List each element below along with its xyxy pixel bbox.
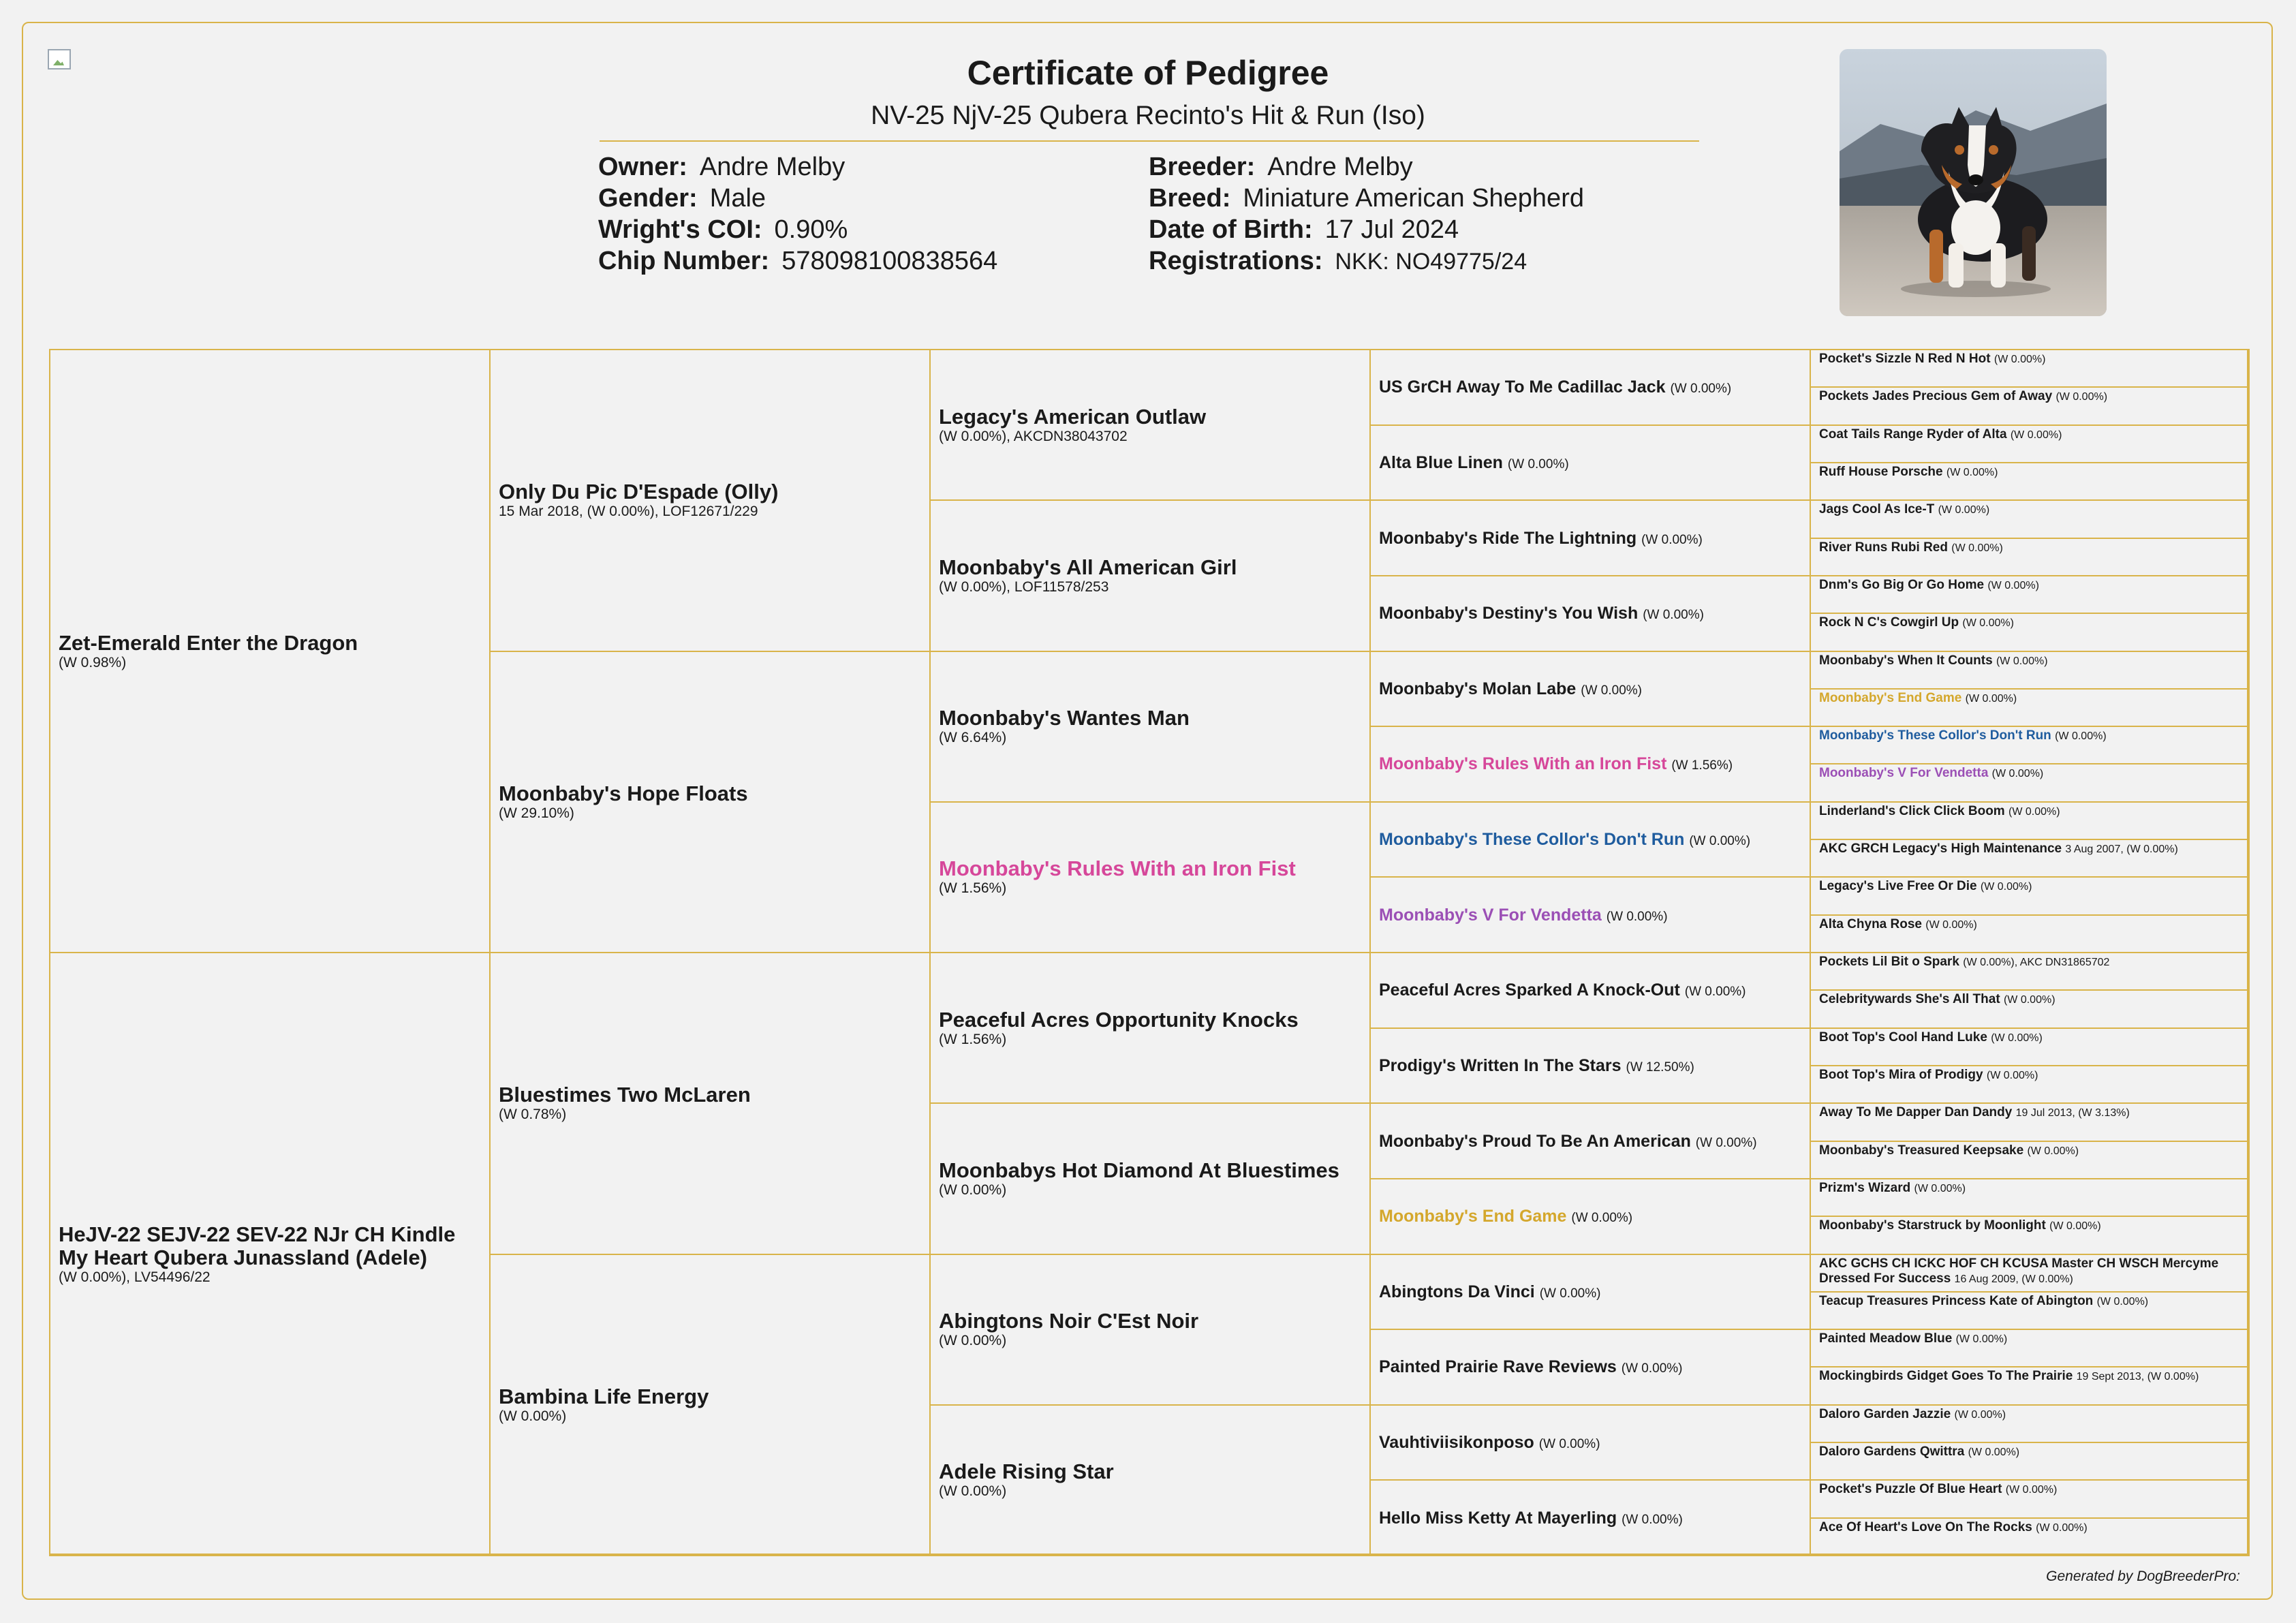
pedigree-cell-gen5 xyxy=(1810,424,2250,463)
dog-name xyxy=(1819,955,2240,971)
dog-name-text: Daloro Gardens Qwittra xyxy=(1819,1444,1965,1459)
dog-name-text: Vauhtiviisikonposo xyxy=(1379,1433,1534,1453)
dog-detail: (W 0.00%), LV54496/22 xyxy=(59,1269,211,1285)
pedigree-cell-gen4 xyxy=(1369,499,1811,576)
dog-detail: 19 Jul 2013, (W 3.13%) xyxy=(2015,1107,2130,1119)
dog-detail: (W 0.00%) xyxy=(1621,1361,1683,1376)
dog-name xyxy=(1819,1218,2240,1235)
dog-detail: (W 0.00%) xyxy=(1954,1408,2006,1421)
dog-name xyxy=(1819,804,2240,820)
pedigree-cell-gen3 xyxy=(929,801,1371,953)
dog-name-text: Ace Of Heart's Love On The Rocks xyxy=(1819,1519,2032,1534)
dog-name xyxy=(1819,1143,2240,1160)
dog-detail: (W 0.98%) xyxy=(59,654,127,670)
dog-name: Only Du Pic D'Espade (Olly) xyxy=(499,480,779,504)
breeder-value: Andre Melby xyxy=(1267,153,1413,181)
dog-detail: (W 0.00%) xyxy=(1622,1512,1683,1527)
pedigree-cell-gen5 xyxy=(1810,914,2250,953)
pedigree-cell-gen5 xyxy=(1810,1479,2250,1518)
dog-detail: (W 0.00%) xyxy=(1606,909,1668,924)
dog-name-text: Painted Prairie Rave Reviews xyxy=(1379,1357,1617,1377)
divider xyxy=(600,140,1699,142)
dog-name: Moonbaby's All American Girl xyxy=(939,555,1237,579)
breed-label: Breed: xyxy=(1149,184,1231,213)
pedigree-cell-gen3 xyxy=(929,651,1371,803)
dog-name xyxy=(1819,1294,2240,1310)
dog-name-text: Dnm's Go Big Or Go Home xyxy=(1819,577,1985,592)
chip-label: Chip Number: xyxy=(598,247,770,275)
dog-name xyxy=(1379,603,1801,623)
dog-name-text: Prizm's Wizard xyxy=(1819,1180,1911,1195)
coi-label: Wright's COI: xyxy=(598,215,762,244)
pedigree-cell-gen5 xyxy=(1810,1329,2250,1367)
dog-name xyxy=(1379,754,1801,774)
dob-row xyxy=(1149,214,1584,245)
dog-name-text: Moonbaby's Ride The Lightning xyxy=(1379,528,1637,548)
dog-name-text: Moonbaby's Destiny's You Wish xyxy=(1379,604,1639,623)
dog-detail: (W 0.00%) xyxy=(1991,1032,2043,1044)
dog-name xyxy=(1819,1068,2240,1084)
dog-name-text: Pocket's Puzzle Of Blue Heart xyxy=(1819,1482,2002,1497)
pedigree-cell-gen5 xyxy=(1810,1291,2250,1330)
dog-name xyxy=(1379,679,1801,699)
dog-detail: (W 0.00%) xyxy=(1980,881,2032,893)
dog-name: Legacy's American Outlaw xyxy=(939,404,1207,429)
pedigree-cell-gen4 xyxy=(1369,1479,1811,1556)
owner-label: Owner: xyxy=(598,153,687,181)
dog-name-text: Moonbaby's Treasured Keepsake xyxy=(1819,1143,2024,1158)
dog-name-text: Boot Top's Mira of Prodigy xyxy=(1819,1067,1983,1082)
page-title: Certificate of Pedigree xyxy=(967,54,1329,92)
dog-name xyxy=(1819,427,2240,444)
pedigree-cell-gen4 xyxy=(1369,575,1811,652)
dog-name-text: Moonbaby's When It Counts xyxy=(1819,653,1993,668)
dog-name xyxy=(1819,615,2240,632)
dog-detail: (W 0.00%) xyxy=(2008,805,2060,818)
pedigree-cell-gen5 xyxy=(1810,801,2250,840)
dog-name-text: River Runs Rubi Red xyxy=(1819,540,1948,555)
dog-detail: (W 0.00%) xyxy=(939,1483,1007,1500)
pedigree-cell-gen5 xyxy=(1810,726,2250,764)
pedigree-cell-gen5 xyxy=(1810,349,2250,388)
pedigree-cell-gen5 xyxy=(1810,1254,2250,1293)
dog-detail: (W 0.00%) xyxy=(2036,1521,2088,1534)
dog-name-text: Alta Chyna Rose xyxy=(1819,916,1922,931)
dog-detail: (W 12.50%) xyxy=(1626,1060,1694,1075)
dog-detail: (W 0.00%) xyxy=(1955,1333,2008,1346)
dog-detail: (W 0.78%) xyxy=(499,1107,567,1123)
dog-detail: (W 0.00%) xyxy=(1968,1447,2020,1459)
dog-name: Moonbaby's Hope Floats xyxy=(499,781,748,805)
pedigree-cell-gen4 xyxy=(1369,801,1811,878)
dog-name-text: Moonbaby's End Game xyxy=(1379,1207,1567,1226)
pedigree-cell-gen3 xyxy=(929,1102,1371,1254)
dog-detail: (W 0.00%) xyxy=(1695,1135,1757,1150)
breeder-label: Breeder: xyxy=(1149,153,1256,181)
dog-name-text: Daloro Garden Jazzie xyxy=(1819,1406,1951,1421)
dog-detail: (W 0.00%) xyxy=(1914,1182,1966,1194)
dog-detail: (W 0.00%) xyxy=(1951,542,2003,554)
dog-name xyxy=(1819,389,2240,405)
pedigree-cell-gen5 xyxy=(1810,688,2250,727)
pedigree-cell-gen3 xyxy=(929,1254,1371,1406)
dog-detail: (W 0.00%) xyxy=(1994,354,2046,365)
dog-name xyxy=(1819,1444,2240,1461)
dog-name xyxy=(1819,502,2240,519)
dog-name: Zet-Emerald Enter the Dragon xyxy=(59,630,358,655)
pedigree-cell-gen5 xyxy=(1810,1178,2250,1217)
dog-name xyxy=(1819,1331,2240,1348)
pedigree-cell-gen4 xyxy=(1369,651,1811,728)
dog-name xyxy=(1819,728,2240,745)
pedigree-cell-gen5 xyxy=(1810,1027,2250,1066)
dog-name: Bambina Life Energy xyxy=(499,1384,709,1408)
registrations-value: NKK: NO49775/24 xyxy=(1335,249,1527,275)
pedigree-cell-gen2 xyxy=(489,349,931,652)
dog-name xyxy=(1379,829,1801,850)
dog-name-text: Moonbaby's End Game xyxy=(1819,690,1962,705)
dog-name-text: Peaceful Acres Sparked A Knock-Out xyxy=(1379,980,1680,1000)
dog-detail: (W 0.00%) xyxy=(1965,692,2017,705)
dog-detail: (W 0.00%) xyxy=(1670,382,1732,397)
dob-label: Date of Birth: xyxy=(1149,215,1313,244)
dog-name-text: Boot Top's Cool Hand Luke xyxy=(1819,1030,1987,1045)
dog-name: Adele Rising Star xyxy=(939,1459,1114,1484)
dog-name-text: Legacy's Live Free Or Die xyxy=(1819,879,1977,894)
dog-name xyxy=(1379,528,1801,548)
dog-name xyxy=(1819,578,2240,594)
dog-name-text: Moonbaby's Starstruck by Moonlight xyxy=(1819,1218,2046,1233)
registrations-row xyxy=(1149,245,1584,277)
dog-detail: (W 0.00%) xyxy=(1507,457,1569,472)
dog-detail: (W 0.00%) xyxy=(2010,429,2062,441)
dog-detail: (W 0.00%), AKCDN38043702 xyxy=(939,428,1128,444)
dog-detail: (W 29.10%) xyxy=(499,805,574,821)
dog-detail: (W 0.00%) xyxy=(1641,532,1703,547)
dog-detail: (W 6.64%) xyxy=(939,730,1007,746)
dog-name-text: Moonbaby's V For Vendetta xyxy=(1379,905,1602,925)
pedigree-cell-gen5 xyxy=(1810,1102,2250,1141)
dog-name-text: Pockets Jades Precious Gem of Away xyxy=(1819,389,2053,404)
dog-detail: (W 0.00%) xyxy=(2005,1484,2058,1496)
dog-name-text: Ruff House Porsche xyxy=(1819,464,1943,479)
gender-value: Male xyxy=(709,184,766,213)
dog-detail: (W 0.00%) xyxy=(2096,1295,2149,1308)
dog-name xyxy=(1379,1282,1801,1302)
dog-detail: (W 0.00%) xyxy=(1539,1286,1601,1301)
pedigree-cell-gen3 xyxy=(929,349,1371,501)
owner-value: Andre Melby xyxy=(699,153,846,181)
dog-detail: (W 0.00%) xyxy=(1684,985,1746,1000)
pedigree-cell-gen1 xyxy=(49,349,491,953)
dog-name xyxy=(1379,980,1801,1000)
pedigree-cell-gen4 xyxy=(1369,1027,1811,1104)
breed-value: Miniature American Shepherd xyxy=(1243,184,1584,213)
dog-name xyxy=(1819,841,2240,858)
dog-name xyxy=(1819,1181,2240,1197)
pedigree-cell-gen5 xyxy=(1810,1517,2250,1556)
dog-name-text: Moonbaby's Molan Labe xyxy=(1379,679,1577,698)
dog-detail: (W 0.00%) xyxy=(1987,579,2039,591)
pedigree-cell-gen3 xyxy=(929,499,1371,651)
dog-name xyxy=(1379,452,1801,473)
pedigree-cell-gen5 xyxy=(1810,1404,2250,1443)
dog-name xyxy=(1379,1508,1801,1528)
dog-detail: 15 Mar 2018, (W 0.00%), LOF12671/229 xyxy=(499,504,758,520)
dog-detail: 16 Aug 2009, (W 0.00%) xyxy=(1954,1273,2073,1285)
dog-name: Moonbaby's Rules With an Iron Fist xyxy=(939,856,1296,881)
pedigree-cell-gen4 xyxy=(1369,1178,1811,1255)
dog-detail: (W 0.00%) xyxy=(1986,1069,2038,1081)
pedigree-cell-gen5 xyxy=(1810,1216,2250,1254)
pedigree-cell-gen3 xyxy=(929,952,1371,1104)
dog-detail: (W 0.00%) xyxy=(1643,608,1704,623)
dog-name xyxy=(1819,879,2240,895)
generated-by-footer: Generated by DogBreederPro: xyxy=(2046,1568,2240,1584)
pedigree-cell-gen5 xyxy=(1810,952,2250,991)
pedigree-cell-gen5 xyxy=(1810,499,2250,538)
pedigree-cell-gen4 xyxy=(1369,1329,1811,1406)
pedigree-cell-gen5 xyxy=(1810,876,2250,915)
dog-detail: (W 0.00%) xyxy=(2055,730,2107,743)
dog-name-text: Moonbaby's V For Vendetta xyxy=(1819,766,1989,781)
pedigree-cell-gen4 xyxy=(1369,726,1811,803)
dog-detail: (W 1.56%) xyxy=(939,1031,1007,1047)
dog-name-text: AKC GCHS CH ICKC HOF CH KCUSA Master CH WSCH Mercyme Dressed For Success xyxy=(1819,1256,2219,1286)
dog-name-text: Moonbaby's These Collor's Don't Run xyxy=(1819,728,2051,743)
pedigree-cell-gen1 xyxy=(49,952,491,1556)
dog-detail: (W 0.00%) xyxy=(1991,768,2044,780)
dog-detail: (W 0.00%), LOF11578/253 xyxy=(939,578,1109,595)
pedigree-cell-gen5 xyxy=(1810,538,2250,576)
dog-detail: (W 0.00%) xyxy=(1946,466,1998,478)
info-right xyxy=(1149,151,1584,277)
dog-name-text: Painted Meadow Blue xyxy=(1819,1331,1953,1346)
dog-name: Bluestimes Two McLaren xyxy=(499,1083,751,1107)
dog-name-text: Pockets Lil Bit o Spark xyxy=(1819,955,1959,969)
dog-name-text: Alta Blue Linen xyxy=(1379,452,1503,472)
dog-name xyxy=(1819,540,2240,557)
gender-label: Gender: xyxy=(598,184,698,213)
dog-detail: (W 0.00%), AKC DN31865702 xyxy=(1963,957,2110,968)
pedigree-cell-gen5 xyxy=(1810,1366,2250,1405)
pedigree-cell-gen2 xyxy=(489,952,931,1255)
pedigree-cell-gen2 xyxy=(489,651,931,954)
dog-name: HeJV-22 SEJV-22 SEV-22 NJr CH Kindle My Heart Qubera Junassland (Adele) xyxy=(59,1222,456,1269)
coi-row xyxy=(598,214,997,245)
dog-name xyxy=(1379,1055,1801,1076)
dog-name-text: AKC GRCH Legacy's High Maintenance xyxy=(1819,841,2062,856)
pedigree-cell-gen5 xyxy=(1810,989,2250,1028)
dog-name-text: Celebritywards She's All That xyxy=(1819,992,2000,1007)
dog-detail: (W 0.00%) xyxy=(1538,1437,1600,1452)
registrations-label: Registrations: xyxy=(1149,247,1323,275)
dog-detail: (W 0.00%) xyxy=(1571,1211,1633,1226)
dog-detail: (W 0.00%) xyxy=(2003,994,2055,1006)
dog-name xyxy=(1379,377,1801,397)
dog-name-text: Jags Cool As Ice-T xyxy=(1819,502,1935,517)
dog-name-text: Moonbaby's These Collor's Don't Run xyxy=(1379,830,1685,850)
pedigree-cell-gen5 xyxy=(1810,1065,2250,1104)
dog-detail: (W 0.00%) xyxy=(2055,391,2108,403)
dob-value: 17 Jul 2024 xyxy=(1324,215,1459,244)
dog-name-text: Away To Me Dapper Dan Dandy xyxy=(1819,1105,2013,1120)
pedigree-cell-gen4 xyxy=(1369,1404,1811,1481)
pedigree-cell-gen4 xyxy=(1369,876,1811,953)
pedigree-cell-gen3 xyxy=(929,1404,1371,1556)
dog-name-text: Mockingbirds Gidget Goes To The Prairie xyxy=(1819,1369,2073,1384)
dog-registered-name: NV-25 NjV-25 Qubera Recinto's Hit & Run (Iso) xyxy=(871,101,1425,130)
dog-name-text: Abingtons Da Vinci xyxy=(1379,1282,1535,1301)
pedigree-cell-gen4 xyxy=(1369,424,1811,501)
dog-name: Moonbaby's Wantes Man xyxy=(939,706,1190,730)
dog-detail: (W 0.00%) xyxy=(1925,918,1977,931)
dog-name-text: US GrCH Away To Me Cadillac Jack xyxy=(1379,377,1666,397)
pedigree-cell-gen4 xyxy=(1369,349,1811,426)
dog-name xyxy=(1819,1520,2240,1536)
dog-name-text: Rock N C's Cowgirl Up xyxy=(1819,615,1959,630)
dog-name xyxy=(1819,653,2240,670)
dog-name xyxy=(1379,1357,1801,1377)
dog-photo xyxy=(1840,49,2107,316)
dog-detail: (W 0.00%) xyxy=(939,1181,1007,1198)
pedigree-cell-gen5 xyxy=(1810,462,2250,501)
dog-detail: 19 Sept 2013, (W 0.00%) xyxy=(2076,1371,2199,1383)
pedigree-cell-gen5 xyxy=(1810,763,2250,802)
dog-name xyxy=(1819,1030,2240,1047)
dog-name xyxy=(1819,352,2240,368)
coi-value: 0.90% xyxy=(774,215,848,244)
pedigree-cell-gen5 xyxy=(1810,839,2250,878)
dog-name xyxy=(1819,1407,2240,1423)
dog-name xyxy=(1819,1369,2240,1385)
dog-detail: (W 0.00%) xyxy=(2049,1220,2101,1233)
pedigree-cell-gen5 xyxy=(1810,651,2250,690)
pedigree-cell-gen5 xyxy=(1810,1442,2250,1481)
dog-detail: (W 1.56%) xyxy=(1671,758,1733,773)
dog-detail: (W 0.00%) xyxy=(1938,504,1990,516)
dog-detail: (W 0.00%) xyxy=(1581,683,1642,698)
pedigree-cell-gen4 xyxy=(1369,1254,1811,1331)
dog-name-text: Coat Tails Range Ryder of Alta xyxy=(1819,427,2007,442)
pedigree-cell-gen5 xyxy=(1810,613,2250,651)
dog-name xyxy=(1379,1131,1801,1151)
dog-detail: (W 0.00%) xyxy=(939,1333,1007,1349)
dog-name-text: Moonbaby's Rules With an Iron Fist xyxy=(1379,754,1667,774)
dog-name xyxy=(1819,917,2240,933)
dog-detail: (W 0.00%) xyxy=(2027,1145,2079,1157)
dog-name-text: Prodigy's Written In The Stars xyxy=(1379,1055,1622,1075)
dog-name xyxy=(1819,1105,2240,1122)
dog-name-text: Moonbaby's Proud To Be An American xyxy=(1379,1131,1691,1151)
pedigree-cell-gen5 xyxy=(1810,575,2250,614)
pedigree-cell-gen4 xyxy=(1369,1102,1811,1179)
dog-name xyxy=(1819,1256,2240,1288)
dog-name: Moonbabys Hot Diamond At Bluestimes xyxy=(939,1158,1339,1182)
info-left xyxy=(598,151,997,277)
dog-name xyxy=(1379,1206,1801,1226)
dog-detail: (W 0.00%) xyxy=(1962,617,2014,630)
dog-name xyxy=(1819,766,2240,782)
breed-row xyxy=(1149,183,1584,214)
dog-detail: 3 Aug 2007, (W 0.00%) xyxy=(2065,844,2178,856)
dog-name: Peaceful Acres Opportunity Knocks xyxy=(939,1007,1299,1032)
pedigree-cell-gen4 xyxy=(1369,952,1811,1029)
pedigree-cell-gen5 xyxy=(1810,386,2250,425)
pedigree-cell-gen2 xyxy=(489,1254,931,1557)
dog-name xyxy=(1819,992,2240,1008)
dog-name-text: Teacup Treasures Princess Kate of Abington xyxy=(1819,1293,2094,1308)
dog-detail: (W 0.00%) xyxy=(1996,655,2048,667)
chip-row xyxy=(598,245,997,277)
dog-name-text: Hello Miss Ketty At Mayerling xyxy=(1379,1508,1617,1528)
dog-name xyxy=(1379,1432,1801,1453)
dog-name xyxy=(1819,1482,2240,1498)
pedigree-cell-gen5 xyxy=(1810,1141,2250,1179)
dog-name xyxy=(1819,691,2240,707)
gender-row xyxy=(598,183,997,214)
dog-detail: (W 0.00%) xyxy=(499,1408,567,1424)
breeder-row xyxy=(1149,151,1584,183)
dog-name xyxy=(1379,905,1801,925)
owner-row xyxy=(598,151,997,183)
dog-name: Abingtons Noir C'Est Noir xyxy=(939,1309,1199,1333)
dog-detail: (W 0.00%) xyxy=(1689,834,1751,849)
dog-name xyxy=(1819,465,2240,481)
dog-name-text: Pocket's Sizzle N Red N Hot xyxy=(1819,352,1991,366)
chip-value: 578098100838564 xyxy=(781,247,998,275)
dog-detail: (W 1.56%) xyxy=(939,880,1007,897)
dog-name-text: Linderland's Click Click Boom xyxy=(1819,803,2005,818)
